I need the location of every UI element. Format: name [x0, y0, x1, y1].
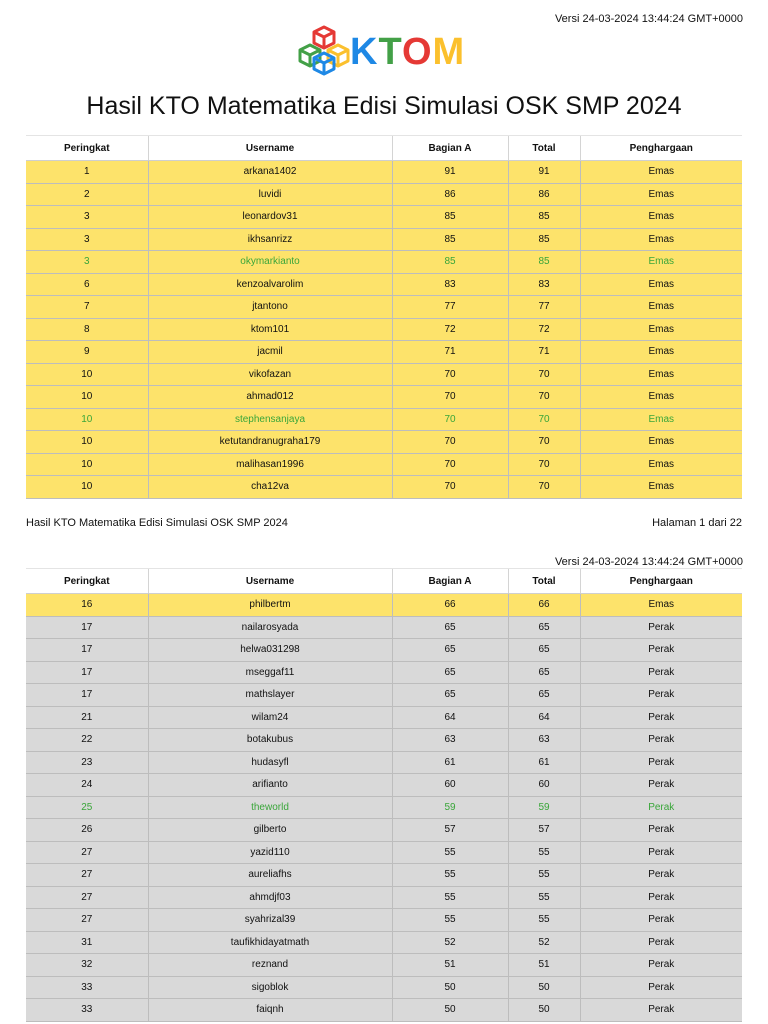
part-a-cell: 70	[392, 386, 508, 409]
part-a-cell: 65	[392, 616, 508, 639]
rank-cell: 17	[26, 639, 148, 662]
username-cell: kenzoalvarolim	[148, 273, 392, 296]
part-a-cell: 65	[392, 684, 508, 707]
award-cell: Perak	[580, 751, 742, 774]
username-cell: hudasyfl	[148, 751, 392, 774]
award-cell: Perak	[580, 706, 742, 729]
award-cell: Emas	[580, 318, 742, 341]
username-cell: taufikhidayatmath	[148, 931, 392, 954]
total-cell: 70	[508, 476, 580, 499]
rank-cell: 23	[26, 751, 148, 774]
results-table-page-1	[26, 135, 742, 499]
rank-cell: 3	[26, 206, 148, 229]
table-row	[26, 909, 742, 932]
award-cell: Perak	[580, 684, 742, 707]
total-cell: 64	[508, 706, 580, 729]
table-row	[26, 841, 742, 864]
column-header-part-a: Bagian A	[392, 136, 508, 161]
award-cell: Perak	[580, 999, 742, 1022]
rank-cell: 10	[26, 386, 148, 409]
rank-cell: 1	[26, 161, 148, 184]
total-cell: 51	[508, 954, 580, 977]
rank-cell: 22	[26, 729, 148, 752]
username-cell: luvidi	[148, 183, 392, 206]
part-a-cell: 72	[392, 318, 508, 341]
part-a-cell: 55	[392, 909, 508, 932]
ktom-logo	[298, 25, 473, 81]
total-cell: 55	[508, 909, 580, 932]
total-cell: 50	[508, 976, 580, 999]
part-a-cell: 91	[392, 161, 508, 184]
part-a-cell: 83	[392, 273, 508, 296]
total-cell: 63	[508, 729, 580, 752]
table-row	[26, 161, 742, 184]
table-row	[26, 999, 742, 1022]
table-row	[26, 206, 742, 229]
table-row	[26, 594, 742, 617]
rank-cell: 27	[26, 909, 148, 932]
award-cell: Perak	[580, 864, 742, 887]
column-header-total: Total	[508, 136, 580, 161]
total-cell: 57	[508, 819, 580, 842]
award-cell: Perak	[580, 976, 742, 999]
rank-cell: 2	[26, 183, 148, 206]
username-cell: arifianto	[148, 774, 392, 797]
total-cell: 70	[508, 386, 580, 409]
part-a-cell: 55	[392, 864, 508, 887]
rank-cell: 10	[26, 431, 148, 454]
part-a-cell: 55	[392, 886, 508, 909]
rank-cell: 10	[26, 363, 148, 386]
username-cell: ketutandranugraha179	[148, 431, 392, 454]
award-cell: Perak	[580, 796, 742, 819]
username-cell: wilam24	[148, 706, 392, 729]
username-cell: ikhsanrizz	[148, 228, 392, 251]
award-cell: Emas	[580, 476, 742, 499]
part-a-cell: 61	[392, 751, 508, 774]
part-a-cell: 52	[392, 931, 508, 954]
table-row	[26, 661, 742, 684]
total-cell: 70	[508, 431, 580, 454]
total-cell: 77	[508, 296, 580, 319]
table-row	[26, 751, 742, 774]
total-cell: 91	[508, 161, 580, 184]
award-cell: Perak	[580, 774, 742, 797]
table-row	[26, 318, 742, 341]
total-cell: 70	[508, 408, 580, 431]
table-row	[26, 796, 742, 819]
rank-cell: 25	[26, 796, 148, 819]
total-cell: 59	[508, 796, 580, 819]
table-row	[26, 774, 742, 797]
table-row	[26, 886, 742, 909]
table-row	[26, 273, 742, 296]
part-a-cell: 57	[392, 819, 508, 842]
username-cell: philbertm	[148, 594, 392, 617]
table-row	[26, 864, 742, 887]
rank-cell: 9	[26, 341, 148, 364]
total-cell: 72	[508, 318, 580, 341]
table-row	[26, 684, 742, 707]
table-header-row	[26, 569, 742, 594]
table-row	[26, 706, 742, 729]
rank-cell: 27	[26, 864, 148, 887]
column-header-part-a: Bagian A	[392, 569, 508, 594]
total-cell: 70	[508, 453, 580, 476]
username-cell: cha12va	[148, 476, 392, 499]
rank-cell: 24	[26, 774, 148, 797]
award-cell: Perak	[580, 909, 742, 932]
rank-cell: 10	[26, 408, 148, 431]
award-cell: Perak	[580, 886, 742, 909]
award-cell: Emas	[580, 408, 742, 431]
award-cell: Perak	[580, 729, 742, 752]
rank-cell: 31	[26, 931, 148, 954]
table-row	[26, 616, 742, 639]
table-row	[26, 251, 742, 274]
total-cell: 61	[508, 751, 580, 774]
part-a-cell: 63	[392, 729, 508, 752]
rank-cell: 27	[26, 841, 148, 864]
table-row	[26, 476, 742, 499]
table-row	[26, 431, 742, 454]
rank-cell: 16	[26, 594, 148, 617]
username-cell: okymarkianto	[148, 251, 392, 274]
total-cell: 55	[508, 864, 580, 887]
username-cell: jacmil	[148, 341, 392, 364]
username-cell: ahmdjf03	[148, 886, 392, 909]
award-cell: Perak	[580, 931, 742, 954]
rank-cell: 33	[26, 999, 148, 1022]
total-cell: 71	[508, 341, 580, 364]
column-header-username: Username	[148, 569, 392, 594]
logo-wordmark: KTOM	[350, 31, 466, 73]
part-a-cell: 70	[392, 453, 508, 476]
version-timestamp-page-2: Versi 24-03-2024 13:44:24 GMT+0000	[554, 556, 743, 568]
column-header-rank: Peringkat	[26, 569, 148, 594]
table-row	[26, 408, 742, 431]
username-cell: faiqnh	[148, 999, 392, 1022]
total-cell: 85	[508, 251, 580, 274]
part-a-cell: 66	[392, 594, 508, 617]
table-row	[26, 819, 742, 842]
award-cell: Perak	[580, 616, 742, 639]
column-header-username: Username	[148, 136, 392, 161]
footer-document-title: Hasil KTO Matematika Edisi Simulasi OSK SMP 2024	[26, 517, 288, 529]
rank-cell: 17	[26, 616, 148, 639]
part-a-cell: 50	[392, 976, 508, 999]
award-cell: Emas	[580, 453, 742, 476]
total-cell: 65	[508, 684, 580, 707]
table-row	[26, 931, 742, 954]
total-cell: 85	[508, 228, 580, 251]
version-timestamp: Versi 24-03-2024 13:44:24 GMT+0000	[554, 13, 743, 25]
rank-cell: 6	[26, 273, 148, 296]
award-cell: Emas	[580, 431, 742, 454]
rank-cell: 21	[26, 706, 148, 729]
rank-cell: 26	[26, 819, 148, 842]
total-cell: 86	[508, 183, 580, 206]
username-cell: reznand	[148, 954, 392, 977]
award-cell: Emas	[580, 296, 742, 319]
award-cell: Perak	[580, 954, 742, 977]
table-row	[26, 183, 742, 206]
part-a-cell: 85	[392, 251, 508, 274]
table-row	[26, 386, 742, 409]
part-a-cell: 71	[392, 341, 508, 364]
table-row	[26, 639, 742, 662]
username-cell: ktom101	[148, 318, 392, 341]
username-cell: yazid110	[148, 841, 392, 864]
rank-cell: 7	[26, 296, 148, 319]
table-row	[26, 341, 742, 364]
part-a-cell: 64	[392, 706, 508, 729]
award-cell: Emas	[580, 251, 742, 274]
username-cell: stephensanjaya	[148, 408, 392, 431]
footer-page-number: Halaman 1 dari 22	[652, 517, 742, 529]
rank-cell: 3	[26, 228, 148, 251]
part-a-cell: 70	[392, 431, 508, 454]
cubes-logo-icon	[298, 25, 354, 81]
rank-cell: 27	[26, 886, 148, 909]
total-cell: 55	[508, 886, 580, 909]
table-row	[26, 228, 742, 251]
username-cell: gilberto	[148, 819, 392, 842]
table-row	[26, 954, 742, 977]
column-header-award: Penghargaan	[580, 136, 742, 161]
total-cell: 65	[508, 616, 580, 639]
part-a-cell: 55	[392, 841, 508, 864]
rank-cell: 32	[26, 954, 148, 977]
rank-cell: 10	[26, 476, 148, 499]
award-cell: Emas	[580, 206, 742, 229]
total-cell: 50	[508, 999, 580, 1022]
username-cell: leonardov31	[148, 206, 392, 229]
part-a-cell: 51	[392, 954, 508, 977]
rank-cell: 8	[26, 318, 148, 341]
award-cell: Emas	[580, 594, 742, 617]
part-a-cell: 77	[392, 296, 508, 319]
part-a-cell: 86	[392, 183, 508, 206]
table-row	[26, 976, 742, 999]
part-a-cell: 70	[392, 476, 508, 499]
rank-cell: 3	[26, 251, 148, 274]
part-a-cell: 85	[392, 228, 508, 251]
username-cell: mseggaf11	[148, 661, 392, 684]
part-a-cell: 50	[392, 999, 508, 1022]
total-cell: 52	[508, 931, 580, 954]
total-cell: 70	[508, 363, 580, 386]
award-cell: Emas	[580, 341, 742, 364]
username-cell: nailarosyada	[148, 616, 392, 639]
username-cell: syahrizal39	[148, 909, 392, 932]
username-cell: botakubus	[148, 729, 392, 752]
table-row	[26, 296, 742, 319]
rank-cell: 17	[26, 661, 148, 684]
username-cell: ahmad012	[148, 386, 392, 409]
username-cell: mathslayer	[148, 684, 392, 707]
award-cell: Emas	[580, 228, 742, 251]
results-table-page-2	[26, 568, 742, 1022]
part-a-cell: 59	[392, 796, 508, 819]
award-cell: Perak	[580, 841, 742, 864]
award-cell: Emas	[580, 161, 742, 184]
part-a-cell: 65	[392, 661, 508, 684]
username-cell: vikofazan	[148, 363, 392, 386]
part-a-cell: 70	[392, 408, 508, 431]
rank-cell: 17	[26, 684, 148, 707]
total-cell: 60	[508, 774, 580, 797]
page-title: Hasil KTO Matematika Edisi Simulasi OSK SMP 2024	[86, 92, 682, 120]
total-cell: 83	[508, 273, 580, 296]
award-cell: Perak	[580, 819, 742, 842]
total-cell: 65	[508, 639, 580, 662]
rank-cell: 33	[26, 976, 148, 999]
table-row	[26, 363, 742, 386]
total-cell: 55	[508, 841, 580, 864]
column-header-total: Total	[508, 569, 580, 594]
column-header-award: Penghargaan	[580, 569, 742, 594]
award-cell: Emas	[580, 183, 742, 206]
username-cell: aureliafhs	[148, 864, 392, 887]
table-header-row	[26, 136, 742, 161]
username-cell: sigoblok	[148, 976, 392, 999]
award-cell: Emas	[580, 273, 742, 296]
table-row	[26, 453, 742, 476]
username-cell: arkana1402	[148, 161, 392, 184]
username-cell: theworld	[148, 796, 392, 819]
award-cell: Emas	[580, 386, 742, 409]
award-cell: Perak	[580, 661, 742, 684]
part-a-cell: 70	[392, 363, 508, 386]
total-cell: 65	[508, 661, 580, 684]
username-cell: helwa031298	[148, 639, 392, 662]
column-header-rank: Peringkat	[26, 136, 148, 161]
award-cell: Perak	[580, 639, 742, 662]
rank-cell: 10	[26, 453, 148, 476]
part-a-cell: 65	[392, 639, 508, 662]
total-cell: 85	[508, 206, 580, 229]
award-cell: Emas	[580, 363, 742, 386]
username-cell: malihasan1996	[148, 453, 392, 476]
part-a-cell: 85	[392, 206, 508, 229]
username-cell: jtantono	[148, 296, 392, 319]
total-cell: 66	[508, 594, 580, 617]
part-a-cell: 60	[392, 774, 508, 797]
table-row	[26, 729, 742, 752]
